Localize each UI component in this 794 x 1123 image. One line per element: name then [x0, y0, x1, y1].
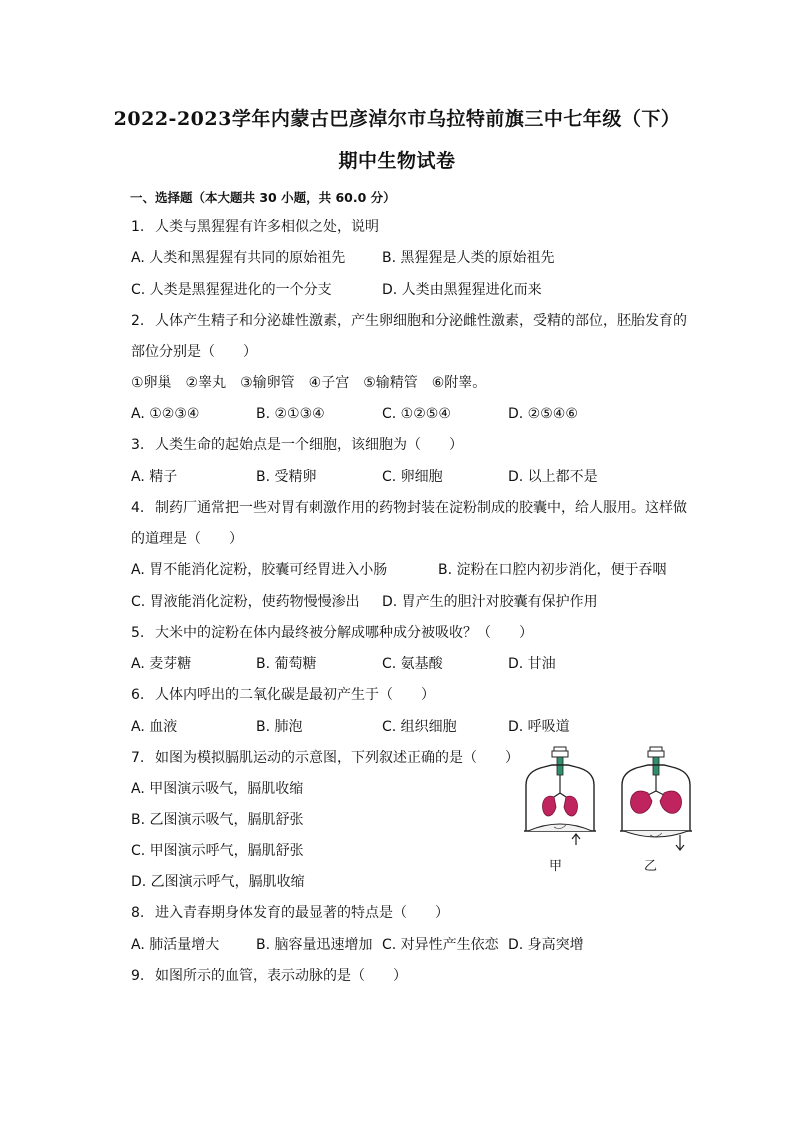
- question-2-option-c: C. ①②⑤④: [382, 406, 451, 422]
- question-4-option-a: A. 胃不能消化淀粉，胶囊可经胃进入小肠: [131, 562, 388, 578]
- question-2-number: 2.: [131, 313, 145, 329]
- question-8-option-d: D. 身高突增: [508, 937, 584, 953]
- question-5-option-d: D. 甘油: [508, 656, 556, 672]
- question-8-option-a: A. 肺活量增大: [131, 937, 220, 953]
- question-4-stem-line2: 的道理是（ ）: [131, 531, 243, 547]
- question-1-stem: 人类与黑猩猩有许多相似之处，说明: [155, 219, 379, 235]
- figure-label-jia: 甲: [549, 859, 563, 874]
- question-9-number: 9.: [131, 968, 145, 984]
- question-3-number: 3.: [131, 437, 145, 453]
- question-3-stem: 人类生命的起始点是一个细胞，该细胞为（ ）: [155, 437, 463, 453]
- question-4-number: 4.: [131, 500, 145, 516]
- question-1-option-b: B. 黑猩猩是人类的原始祖先: [382, 250, 555, 266]
- bell-jar-right: [620, 747, 692, 850]
- question-7-option-a: A. 甲图演示吸气，膈肌收缩: [131, 781, 304, 797]
- question-6-number: 6.: [131, 687, 145, 703]
- question-4-option-c: C. 胃液能消化淀粉，使药物慢慢渗出: [131, 594, 360, 610]
- question-2-option-a: A. ①②③④: [131, 406, 200, 422]
- bell-jar-left: [524, 747, 596, 845]
- question-5-number: 5.: [131, 625, 145, 641]
- exam-title-line2: 期中生物试卷: [338, 150, 456, 172]
- question-2-stem-line1: 人体产生精子和分泌雄性激素，产生卵细胞和分泌雌性激素，受精的部位，胚胎发育的: [155, 313, 687, 329]
- question-6-option-d: D. 呼吸道: [508, 719, 570, 735]
- question-6-stem: 人体内呼出的二氧化碳是最初产生于（ ）: [155, 687, 435, 703]
- question-7-option-b: B. 乙图演示吸气，膈肌舒张: [131, 812, 304, 828]
- question-6-option-a: A. 血液: [131, 719, 178, 735]
- question-1-option-c: C. 人类是黑猩猩进化的一个分支: [131, 282, 332, 298]
- question-1-number: 1.: [131, 219, 145, 235]
- question-1-option-d: D. 人类由黑猩猩进化而来: [382, 282, 542, 298]
- question-7-stem: 如图为模拟膈肌运动的示意图，下列叙述正确的是（ ）: [155, 750, 519, 766]
- question-3-option-d: D. 以上都不是: [508, 469, 598, 485]
- question-1-option-a: A. 人类和黑猩猩有共同的原始祖先: [131, 250, 346, 266]
- question-5-option-c: C. 氨基酸: [382, 656, 443, 672]
- figure-label-yi: 乙: [644, 859, 658, 874]
- question-3-option-c: C. 卵细胞: [382, 469, 443, 485]
- question-7-option-c: C. 甲图演示呼气，膈肌舒张: [131, 843, 304, 859]
- question-2-stem-line2: 部位分别是（ ）: [131, 344, 257, 360]
- section-heading: 一、选择题（本大题共 30 小题，共 60.0 分）: [130, 190, 396, 205]
- question-5-option-b: B. 葡萄糖: [256, 656, 317, 672]
- question-8-option-b: B. 脑容量迅速增加: [256, 937, 373, 953]
- question-8-number: 8.: [131, 905, 145, 921]
- question-8-stem: 进入青春期身体发育的最显著的特点是（ ）: [155, 905, 449, 921]
- question-4-stem-line1: 制药厂通常把一些对胃有刺激作用的药物封装在淀粉制成的胶囊中，给人服用。这样做: [155, 500, 687, 516]
- question-2-option-d: D. ②⑤④⑥: [508, 406, 578, 422]
- question-5-option-a: A. 麦芽糖: [131, 656, 192, 672]
- question-7-number: 7.: [131, 750, 145, 766]
- question-6-option-b: B. 肺泡: [256, 719, 303, 735]
- question-3-option-b: B. 受精卵: [256, 469, 317, 485]
- question-3-option-a: A. 精子: [131, 469, 178, 485]
- question-9-stem: 如图所示的血管，表示动脉的是（ ）: [155, 968, 407, 984]
- question-2-stem-line3: ①卵巢 ②睾丸 ③输卵管 ④子宫 ⑤输精管 ⑥附睾。: [131, 375, 487, 391]
- diaphragm-model-figure: [520, 745, 700, 873]
- question-6-option-c: C. 组织细胞: [382, 719, 457, 735]
- question-4-option-b: B. 淀粉在口腔内初步消化，便于吞咽: [438, 562, 667, 578]
- exam-title-line1: 2022-2023学年内蒙古巴彦淖尔市乌拉特前旗三中七年级（下）: [113, 108, 681, 130]
- question-7-option-d: D. 乙图演示呼气，膈肌收缩: [131, 874, 305, 890]
- question-4-option-d: D. 胃产生的胆汁对胶囊有保护作用: [382, 594, 598, 610]
- question-5-stem: 大米中的淀粉在体内最终被分解成哪种成分被吸收？（ ）: [155, 625, 533, 641]
- question-8-option-c: C. 对异性产生依恋: [382, 937, 499, 953]
- question-2-option-b: B. ②①③④: [256, 406, 325, 422]
